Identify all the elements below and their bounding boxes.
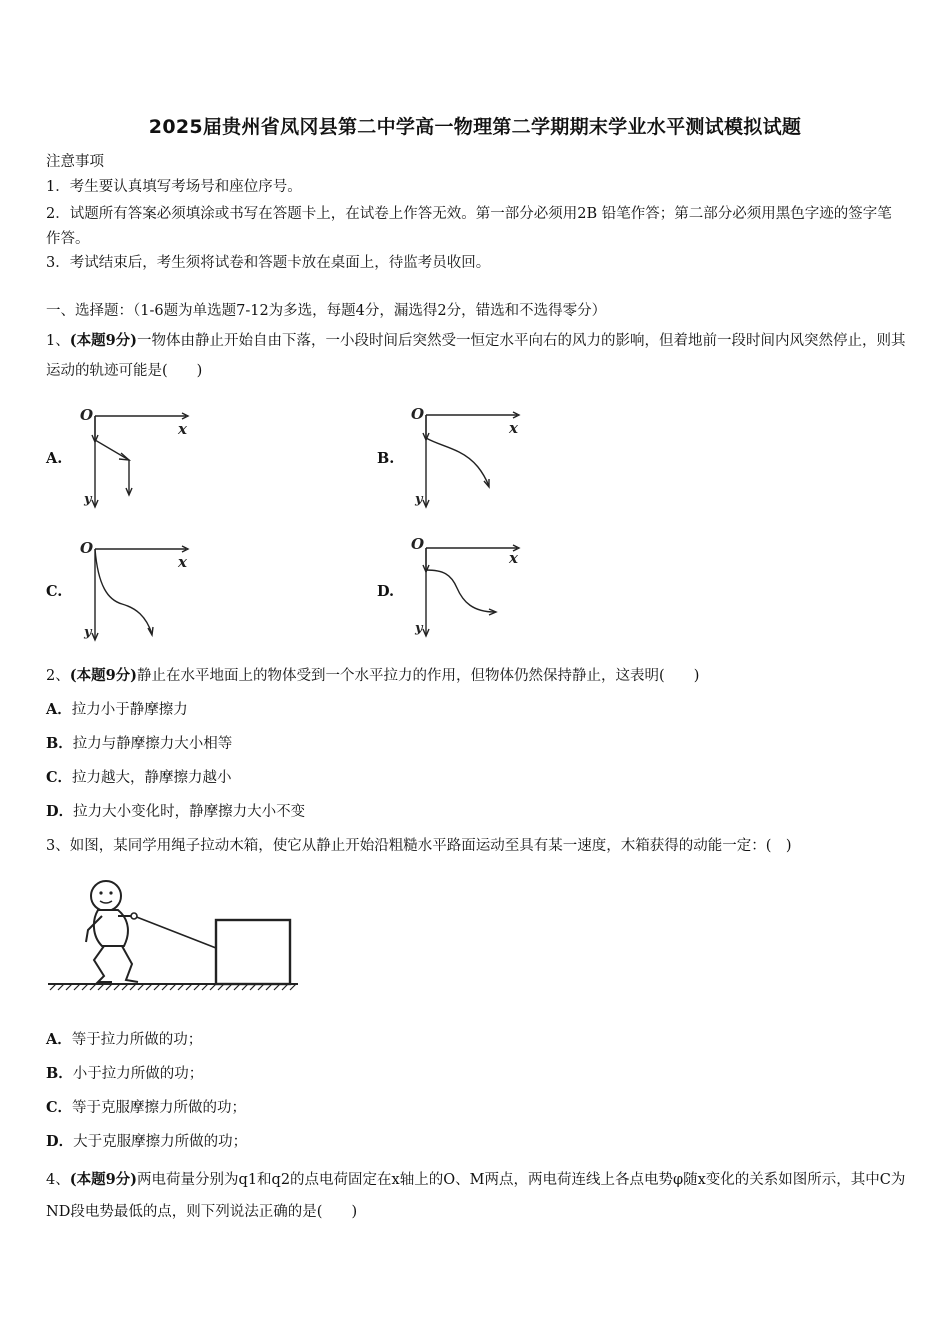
trajectory-b — [426, 415, 489, 486]
q2-option-d: D．拉力大小变化时，静摩擦力大小不变 — [46, 803, 306, 820]
q3-option-c: C．等于克服摩擦力所做的功； — [46, 1099, 247, 1116]
q1-option-c-label: C. — [46, 583, 63, 600]
question-1 — [46, 326, 906, 386]
q1-option-b-label: B. — [377, 450, 395, 467]
question-1-text: 一物体由静止开始自由下落，一小段时间后突然受一恒定水平向右的风力的影响，但着地前一段时间内风突然停止，则其运动的轨迹可能是( ) — [46, 333, 906, 379]
q1-option-a-label: A. — [46, 450, 63, 467]
trajectory-c — [95, 549, 152, 634]
origin-label: O — [80, 406, 94, 424]
x-axis-label: x — [509, 549, 518, 567]
y-axis-label: y — [84, 492, 92, 507]
person-leg — [122, 946, 138, 982]
origin-label: O — [411, 535, 425, 553]
q1-option-d-label: D. — [377, 583, 395, 600]
y-axis-label: y — [415, 621, 423, 636]
x-axis-label: x — [178, 420, 187, 438]
q3-option-d: D．大于克服摩擦力所做的功； — [46, 1133, 248, 1150]
x-axis-label: x — [178, 553, 187, 571]
question-3-number: 3、 — [46, 838, 70, 854]
question-1-score: (本题9分) — [69, 332, 138, 349]
notice-heading: 注意事项 — [46, 154, 104, 170]
question-3 — [46, 836, 906, 856]
rope — [134, 916, 216, 948]
q2-option-c: C．拉力越大，静摩擦力越小 — [46, 769, 232, 786]
notice-item-3: 3．考试结束后，考生须将试卷和答题卡放在桌面上，待监考员收回。 — [46, 255, 491, 271]
y-axis-label: y — [415, 492, 423, 507]
trajectory-arrow — [119, 453, 129, 460]
notice-item-2: 2．试题所有答案必须填涂或书写在答题卡上，在试卷上作答无效。第一部分必须用2B 铅笔作答；第二部分必须用黑色字迹的签字笔作答。 — [46, 206, 892, 247]
x-axis-label: x — [509, 419, 518, 437]
notice-item-1: 1．考生要认真填写考场号和座位序号。 — [46, 179, 302, 195]
question-2 — [46, 666, 906, 686]
q1-graph-c — [78, 536, 198, 644]
page-title: 2025届贵州省凤冈县第二中学高一物理第二学期期末学业水平测试模拟试题 — [148, 116, 802, 138]
q1-graph-a — [78, 402, 198, 512]
q2-option-b: B．拉力与静摩擦力大小相等 — [46, 735, 233, 752]
question-3-text: 如图，某同学用绳子拉动木箱，使它从静止开始沿粗糙水平路面运动至具有某一速度，木箱获得的动能一定：( ) — [69, 838, 792, 854]
question-4-text: 两电荷量分别为q1和q2的点电荷固定在x轴上的O、M两点，两电荷连线上各点电势φ随x变化的关系如图所示，其中C为ND段电势最低的点，则下列说法正确的是( ) — [46, 1172, 906, 1220]
question-2-text: 静止在水平地面上的物体受到一个水平拉力的作用，但物体仍然保持静止，这表明( ) — [137, 668, 700, 684]
q2-option-a: A．拉力小于静摩擦力 — [46, 701, 188, 718]
person-head — [91, 881, 121, 911]
q3-illustration — [46, 876, 302, 996]
section-heading: 一、选择题：（1-6题为单选题7-12为多选，每题4分，漏选得2分，错选和不选得零分） — [46, 303, 607, 319]
q3-option-b: B．小于拉力所做的功； — [46, 1065, 204, 1082]
wooden-box — [216, 920, 290, 984]
q3-option-a: A．等于拉力所做的功； — [46, 1031, 203, 1048]
origin-label: O — [411, 405, 425, 423]
question-2-number: 2、 — [46, 668, 70, 684]
question-4-number: 4、 — [46, 1172, 70, 1188]
person-leg — [94, 946, 112, 982]
question-4 — [46, 1164, 906, 1228]
origin-label: O — [80, 539, 94, 557]
q1-graph-d — [409, 532, 529, 640]
question-2-score: (本题9分) — [69, 667, 138, 684]
question-4-score: (本题9分) — [69, 1171, 138, 1188]
question-1-number: 1、 — [46, 333, 70, 349]
q1-graph-b — [409, 402, 529, 512]
y-axis-label: y — [84, 625, 92, 640]
trajectory-d — [426, 548, 495, 612]
